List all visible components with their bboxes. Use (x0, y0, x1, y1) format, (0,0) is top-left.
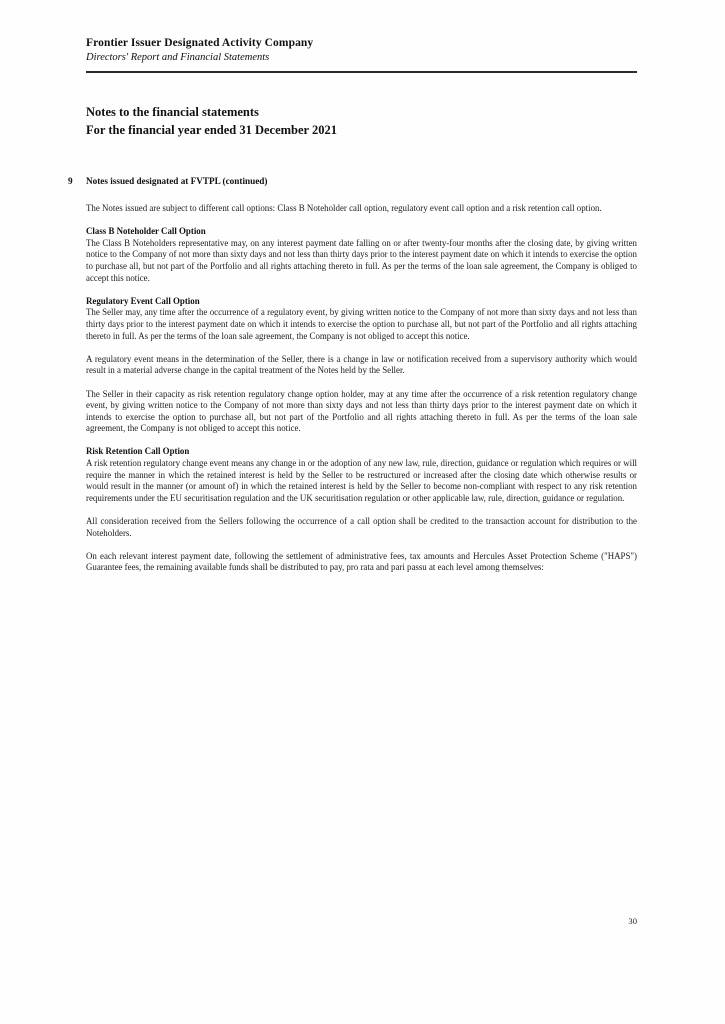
regulatory-event-paragraph-1: The Seller may, any time after the occurrence of a regulatory event, by giving written notice to the Company of not more than sixty days and not less than thirty days prior to the interest payment date on which it intends to exercise the option to purchase all, but not part of the Portfolio and all rights attaching thereto in full. As per the terms of the loan sale agreement, the Company is not obliged to accept this notice. (86, 307, 637, 341)
header-divider (86, 71, 637, 73)
class-b-noteholder-call-option-paragraph: The Class B Noteholders representative may, on any interest payment date falling on or after twenty-four months after the closing date, by giving written notice to the Company of not more than sixty days and not less than thirty days prior to the interest payment date on which it intends to exercise the option to purchase all, but not part of the Portfolio and all rights attaching thereto in full. As per the terms of the loan sale agreement, the Company is obliged to accept this notice. (86, 237, 637, 283)
company-name: Frontier Issuer Designated Activity Company (86, 37, 314, 49)
note-body (86, 203, 637, 574)
consideration-paragraph: All consideration received from the Sellers following the occurrence of a call option shall be credited to the transaction account for distribution to the Noteholders. (86, 516, 637, 538)
page-title-line-1: Notes to the financial statements (86, 105, 259, 119)
risk-retention-call-option-heading: Risk Retention Call Option (86, 446, 190, 457)
running-header (86, 36, 637, 65)
page-number: 30 (628, 916, 637, 926)
intro-paragraph: The Notes issued are subject to different call options: Class B Noteholder call option, regulatory event call option and a risk retention call option. (86, 203, 602, 213)
regulatory-event-paragraph-2: A regulatory event means in the determination of the Seller, there is a change in law or notification received from a supervisory authority which would result in a material adverse change in the capital treatment of the Notes held by the Seller. (86, 353, 637, 376)
risk-retention-call-option-paragraph: A risk retention regulatory change event means any change in or the adoption of any new law, rule, direction, guidance or regulation which requires or will require the manner in which the retained interest is held by the Seller to be restructured or increased after the closing date which otherwise results or would result in the manner (or amount of) in which the retained interest is held by the Seller to become non-compliant with respect to any risk retention requirements under the EU securitisation regulation and the UK securitisation regulation or other applicable law, rule, direction, guidance or regulation. (86, 458, 637, 503)
note-section-heading (68, 176, 637, 188)
regulatory-event-call-option-heading: Regulatory Event Call Option (86, 295, 200, 306)
page-title-line-2: For the financial year ended 31 December 2021 (86, 122, 338, 137)
regulatory-event-paragraph-3: The Seller in their capacity as risk retention regulatory change option holder, may at any time after the occurrence of a risk retention regulatory change event, by giving written notice to the Company of not more than sixty days and not less than thirty days prior to the interest payment date on which it intends to exercise the option to purchase all, but not part of the Portfolio and all rights attaching thereto in full. As per the terms of the loan sale agreement, the Company is not obliged to accept this notice. (86, 388, 637, 434)
class-b-noteholder-call-option-heading: Class B Noteholder Call Option (86, 226, 206, 237)
distribution-paragraph: On each relevant interest payment date, following the settlement of administrative fees, tax amounts and Hercules Asset Protection Scheme ("HAPS") Guarantee fees, the remaining available funds shall be distributed to pay, pro rata and pari passu at each level among themselves: (86, 550, 637, 573)
note-number: 9 (68, 176, 73, 186)
report-subtitle: Directors' Report and Financial Statements (86, 52, 270, 64)
note-heading-text: Notes issued designated at FVTPL (continued) (86, 176, 268, 186)
page-title (86, 104, 637, 140)
